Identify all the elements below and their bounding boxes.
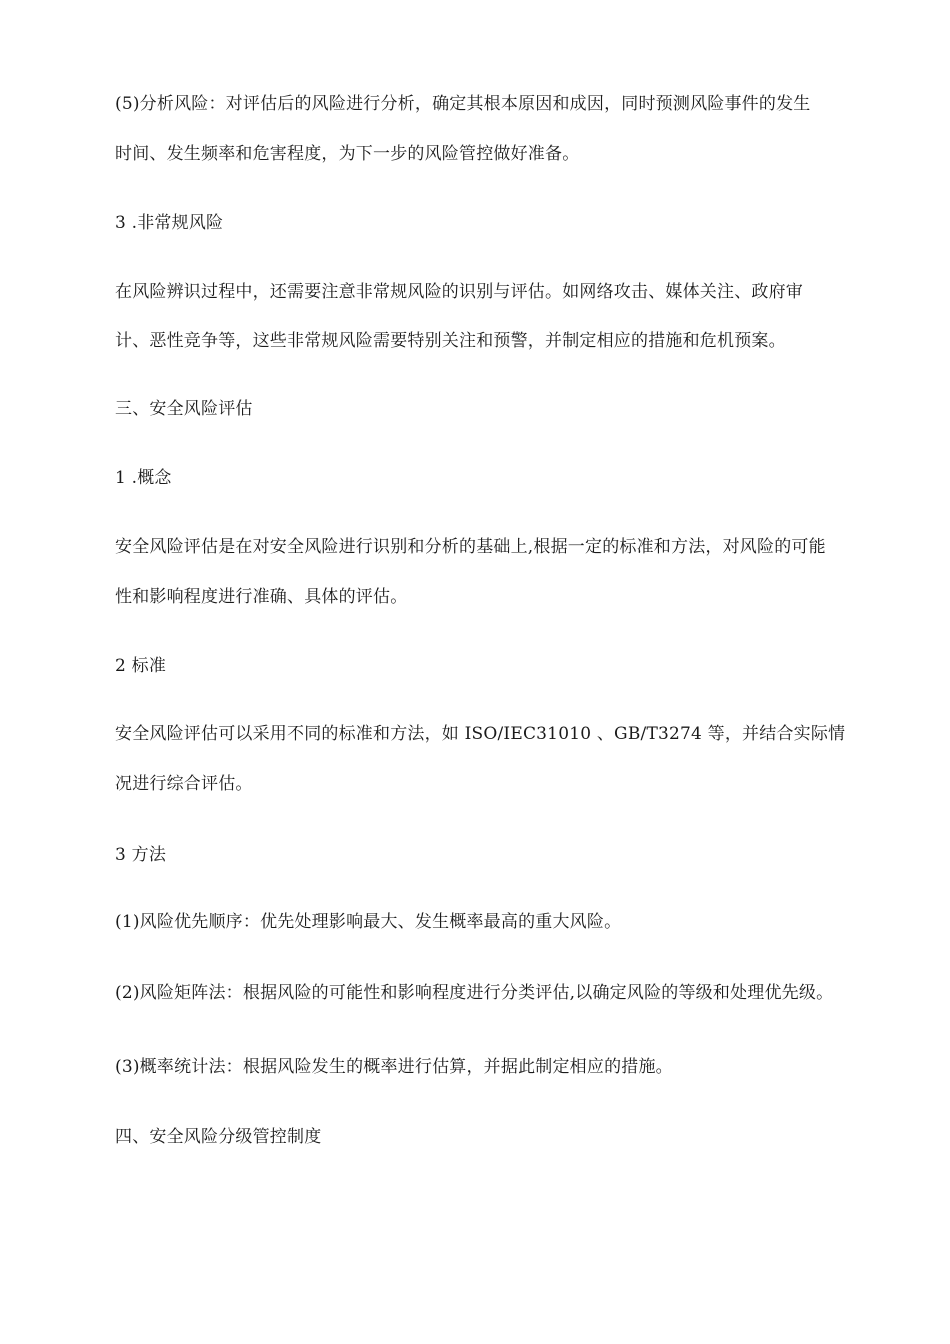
standard-line-2: 况进行综合评估。	[115, 774, 253, 794]
method-item-3: (3)概率统计法：根据风险发生的概率进行估算，并据此制定相应的措施。	[115, 1057, 673, 1077]
standard-line-1: 安全风险评估可以采用不同的标准和方法，如 ISO/IEC31010 、GB/T3274 等，并结合实际情	[115, 724, 846, 744]
method-heading: 3 方法	[115, 845, 167, 865]
concept-line-2: 性和影响程度进行准确、具体的评估。	[115, 587, 408, 607]
analyze-risk-line-2: 时间、发生频率和危害程度，为下一步的风险管控做好准备。	[115, 144, 580, 164]
unusual-risk-line-1: 在风险辨识过程中，还需要注意非常规风险的识别与评估。如网络攻击、媒体关注、政府审	[115, 282, 803, 302]
section-3-heading: 三、安全风险评估	[115, 399, 253, 419]
concept-heading: 1 .概念	[115, 468, 172, 488]
standard-heading: 2 标准	[115, 656, 167, 676]
analyze-risk-line-1: (5)分析风险：对评估后的风险进行分析，确定其根本原因和成因，同时预测风险事件的发生	[115, 94, 811, 114]
method-item-2: (2)风险矩阵法：根据风险的可能性和影响程度进行分类评估,以确定风险的等级和处理优先级。	[115, 983, 834, 1003]
method-item-1: (1)风险优先顺序：优先处理影响最大、发生概率最高的重大风险。	[115, 912, 622, 932]
section-4-heading: 四、安全风险分级管控制度	[115, 1127, 322, 1147]
unusual-risk-heading: 3 .非常规风险	[115, 213, 224, 233]
concept-line-1: 安全风险评估是在对安全风险进行识别和分析的基础上,根据一定的标准和方法，对风险的可能	[115, 537, 826, 557]
unusual-risk-line-2: 计、恶性竞争等，这些非常规风险需要特别关注和预警，并制定相应的措施和危机预案。	[115, 331, 786, 351]
